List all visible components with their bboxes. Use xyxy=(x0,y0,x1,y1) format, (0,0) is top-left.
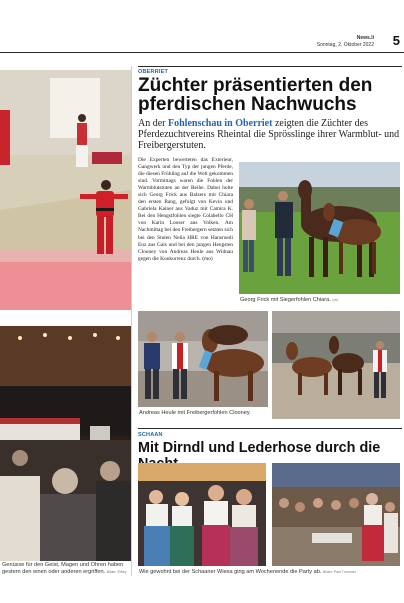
caption-main xyxy=(240,297,338,303)
photo-horse-arena xyxy=(272,311,400,419)
article1-body: Die Experten bewerteten das Exterieur, Gangwerk und den Typ der jungen Pferde, die diesen Frühling auf die Welt gekommen sind. Vormittags waren die Fohlen der Warmblutstuten an der Reihe. Dabei holte sich Georg Frick aus Balzers mit Chiara den ersten Rang, gefolgt von Kevin und Gabriela Kainer aus Vaduz mit Camira K. Bei den Hengstfohlen siegte Colabello CH von Karin Looser aus Volken. Am Nachmittag bei den Freibergern setzten sich bei den Stuten Nelia HRE von Hansruedi Enz aus Gais und bei den jungen Hengsten Clooney von Andreas Heule aus Widnau gegen die Konkurrenz durch. (mo) xyxy=(138,157,233,262)
photo-hall-event xyxy=(0,326,131,561)
left-caption-credit: Bilder: Elfrey xyxy=(106,569,127,574)
article2-kicker: SCHAAN xyxy=(138,432,163,438)
lead-suffix: zeigten die Züchter des Pferdezuchtvereins Rheintal die Sprösslinge ihrer Warmblut- und Freibergerstuten. xyxy=(138,118,400,151)
left-caption xyxy=(2,562,130,575)
article2-headline: Mit Dirndl und Lederhose durch die xyxy=(138,440,381,456)
article2-top-rule xyxy=(138,428,402,429)
article1-top-rule xyxy=(138,66,402,67)
photo-karate-demo xyxy=(0,70,131,310)
issue-date: Sonntag, 2. Oktober 2022 xyxy=(316,42,374,48)
left-caption-text: Genüsse für den Geist, Magen und Ohren haben gestern den einen oder anderen ergriffen. xyxy=(2,562,124,575)
photo-georg-frick-chiara xyxy=(239,162,400,294)
column-divider xyxy=(131,66,132,576)
lead-prefix: An der xyxy=(138,118,168,129)
publication-name: News.li xyxy=(356,35,374,41)
header-rule xyxy=(0,52,404,53)
article2-caption xyxy=(139,569,401,575)
article2-caption-text: Wie gewohnt bei der Schaaner Wiesa ging am Wochenende die Party ab. xyxy=(139,569,322,575)
photo-andreas-heule-clooney xyxy=(138,311,268,407)
caption-main-text: Georg Frick mit Siegerfohlen Chiara. xyxy=(240,297,331,303)
article2-caption-credit: Bilder: Paul Trummer xyxy=(322,570,356,574)
page-number: 5 xyxy=(392,33,400,48)
article1-kicker: OBERRIET xyxy=(138,69,169,75)
caption-main-credit: (ch) xyxy=(332,298,339,302)
lead-highlight: Fohlenschau in Oberriet xyxy=(168,118,273,129)
photo-wiesa-party xyxy=(272,463,400,566)
photo-wiesa-dirndl xyxy=(138,463,266,566)
caption-second: Andreas Heule mit Freibergerfohlen Clooney. xyxy=(139,410,251,416)
article1-headline: Züchter präsentierten den pferdischen Nachwuchs xyxy=(138,75,373,115)
article1-lead xyxy=(138,118,400,151)
